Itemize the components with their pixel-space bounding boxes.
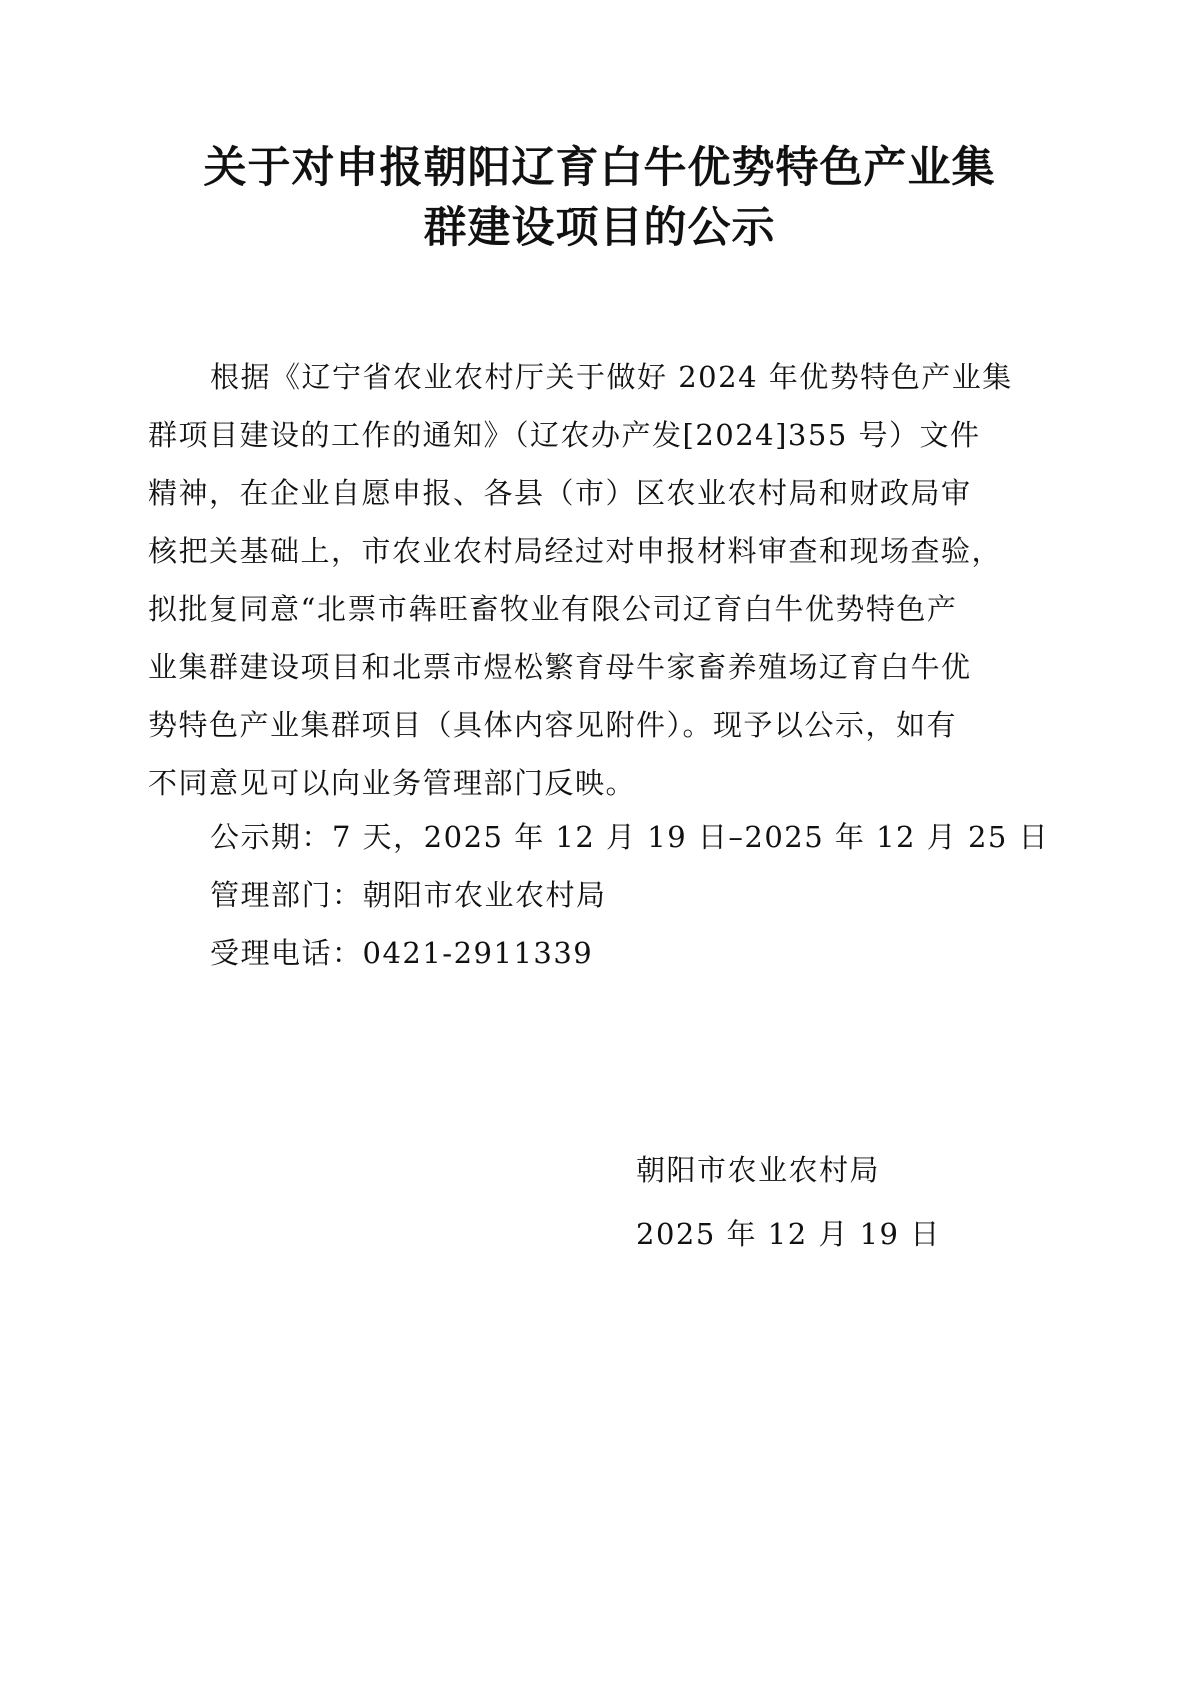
contact-phone: 受理电话：0421-2911339	[210, 936, 594, 970]
body-line-2: 群项目建设的工作的通知》（辽农办产发[2024]355 号）文件	[148, 418, 981, 452]
title-line-1: 关于对申报朝阳辽育白牛优势特色产业集	[203, 143, 996, 193]
body-line-5: 拟批复同意“北票市犇旺畜牧业有限公司辽育白牛优势特色产	[148, 592, 958, 626]
managing-department: 管理部门：朝阳市农业农村局	[210, 878, 607, 912]
notice-details	[210, 808, 1049, 982]
signature-block	[636, 1138, 941, 1266]
signature-organization: 朝阳市农业农村局	[636, 1153, 881, 1187]
body-line-1: 根据《辽宁省农业农村厅关于做好 2024 年优势特色产业集	[210, 360, 1013, 394]
body-line-3: 精神，在企业自愿申报、各县（市）区农业农村局和财政局审	[148, 476, 972, 510]
title-line-2: 群建设项目的公示	[423, 203, 776, 253]
body-line-7: 势特色产业集群项目（具体内容见附件）。现予以公示，如有	[148, 708, 958, 742]
document-title	[140, 138, 1059, 258]
signature-date: 2025 年 12 月 19 日	[636, 1217, 941, 1251]
body-line-4: 核把关基础上，市农业农村局经过对申报材料审查和现场查验，	[148, 534, 1003, 568]
body-line-8: 不同意见可以向业务管理部门反映。	[148, 766, 637, 800]
notice-period: 公示期：7 天，2025 年 12 月 19 日–2025 年 12 月 25 日	[210, 820, 1050, 854]
body-paragraph	[148, 348, 1028, 812]
body-line-6: 业集群建设项目和北票市煜松繁育母牛家畜养殖场辽育白牛优	[148, 650, 972, 684]
